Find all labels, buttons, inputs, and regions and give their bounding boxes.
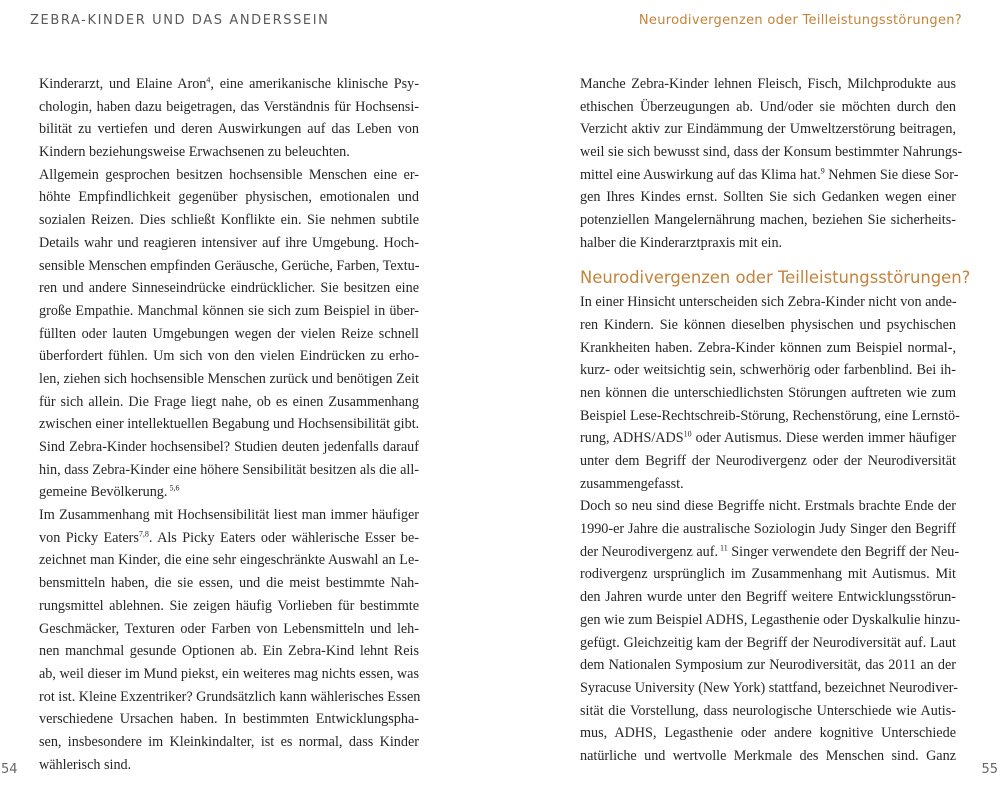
line-text: mittel eine Auswirkung auf das Klima hat. [580,166,821,183]
line-text: Verzicht aktiv zur Eindämmung der Umweltzerstörung beitragen, [580,121,956,138]
line-text: ab, weil dieser im Mund piekst, ein weiteres mag nichts essen, was [39,665,419,682]
line-text: bensmitteln haben, die sie essen, und die meist bestimmte Nah- [39,575,419,592]
line-text: rung, ADHS/ADS [580,430,684,447]
text-line [580,141,963,164]
footnote-marker: 11 [718,543,728,553]
line-text: große Empathie. Manchmal können sie sich zum Beispiel in über- [39,302,419,319]
footnote-marker: 5,6 [167,483,180,493]
line-text: Krankheiten haben. Zebra-Kinder können zum Beispiel normal-, [580,339,956,356]
line-text: füllten oder lauten Umgebungen wegen der vielen Reize schnell [39,325,419,342]
line-text: Manche Zebra-Kinder lehnen Fleisch, Fisch, Milchprodukte aus [580,76,956,92]
text-line [39,663,419,686]
section-heading: Neurodivergenzen oder Teilleistungsstörungen? [580,267,971,287]
text-line [39,708,419,731]
text-line [39,300,419,323]
line-text: den Jahren wurde unter den Begriff weitere Entwicklungsstörun- [580,589,956,606]
text-line [580,473,956,496]
text-line [580,164,959,187]
text-line [580,563,956,586]
text-line [580,427,956,450]
line-text: verschiedene Ursachen haben. In bestimmten Entwicklungspha- [39,711,419,728]
text-line [580,118,956,141]
text-line [39,527,419,550]
text-line [39,686,419,709]
line-text: Beispiel Lese-Rechtschreib-Störung, Rechenstörung, eine Lernstö- [580,407,960,424]
line-text: halber die Kinderarztpraxis mit ein. [580,234,783,251]
line-text: potenziellen Mangelernährung machen, beziehen Sie sicherheits- [580,212,956,229]
line-text-continued: , eine amerikanische klinische Psy- [210,76,419,92]
text-line [580,722,956,745]
text-line [39,595,419,618]
footnote-marker: 9 [820,166,825,176]
line-text: höhte Empfindlichkeit gegenüber physischen, emotionalen und [39,189,419,206]
running-head-right: Neurodivergenzen oder Teilleistungsstörungen? [638,13,962,28]
line-text: gefügt. Gleichzeitig kam der Begriff der Neurodiversität auf. Laut [580,634,956,651]
line-text: nen können die unterschiedlichsten Störungen auftreten wie zum [580,384,956,401]
line-text: weil sie sich bewusst sind, dass der Konsum bestimmter Nahrungs- [580,144,963,161]
right-page [500,0,1000,800]
text-line [39,754,419,777]
text-line [580,314,956,337]
text-line [580,518,956,541]
text-line [580,677,956,700]
text-line [39,572,419,595]
line-text: unter dem Begriff der Neurodivergenz oder der Neurodiversität [580,453,956,469]
text-line [580,96,956,119]
text-line [580,359,956,382]
line-text: gemeine Bevölkerung. [39,484,168,501]
text-line [39,618,419,641]
text-line [580,609,961,632]
line-text: Im Zusammenhang mit Hochsensibilität liest man immer häufiger [39,507,419,524]
line-text: gen Ihres Kindes ernst. Sollten Sie sich Gedanken wegen einer [580,189,956,206]
text-line [580,450,956,473]
text-line [39,413,419,436]
text-line [39,141,419,164]
line-text-continued: Singer verwendete den Begriff der Neu- [727,543,960,560]
line-text: zusammengefasst. [580,475,684,492]
line-text: wählerisch sind. [39,756,132,773]
line-text: von Picky Eaters [39,529,139,546]
right-body-text [580,73,971,768]
text-line [580,405,960,428]
line-text-continued: Nehmen Sie diese Sor- [824,166,959,183]
line-text: In einer Hinsicht unterscheiden sich Zebra-Kinder nicht von ande- [580,294,957,311]
text-line [580,209,956,232]
line-text: sensible Menschen empfinden Geräusche, Gerüche, Farben, Textu- [39,257,420,274]
text-line [39,368,419,391]
text-line [580,632,956,655]
text-line [580,337,956,360]
text-line [39,232,419,255]
text-line [580,495,956,518]
line-text: natürliche und wertvolle Merkmale des Menschen sind. Ganz [580,747,956,764]
line-text: zeichnet man Kinder, die eine sehr eingeschränkte Auswahl an Le- [39,552,419,569]
line-text: Details wahr und reagieren intensiver auf ihre Umgebung. Hoch- [39,234,419,251]
text-line [580,232,956,255]
line-text: sität die Vorstellung, dass neurologische Unterschiede wie Autis- [580,702,956,719]
text-line [39,504,419,527]
line-text: sen, insbesondere im Kleinkindalter, ist es normal, dass Kinder [39,733,419,750]
text-line [580,541,960,564]
text-line [580,186,956,209]
running-head-left: ZEBRA-KINDER UND DAS ANDERSSEIN [30,13,330,28]
line-text: gen wie zum Beispiel ADHS, Legasthenie oder Dyskalkulie hinzu- [580,611,961,628]
text-line [580,700,956,723]
text-line [39,323,419,346]
footnote-marker: 10 [683,429,692,439]
text-line [39,436,419,459]
line-text: ethischen Überzeugungen ab. Und/oder sie möchten durch den [580,98,956,115]
line-text: sozialen Reizen. Dies schließt Konflikte ein. Sie nehmen subtile [39,212,419,229]
line-text: Doch so neu sind diese Begriffe nicht. Erstmals brachte Ende der [580,498,956,515]
text-line [39,345,419,368]
line-text: Syracuse University (New York) stattfand, bezeichnet Neurodiver- [580,679,958,696]
text-line [39,549,419,572]
line-text: len, ziehen sich hochsensible Menschen zurück und benötigen Zeit [39,370,419,387]
text-line [580,73,956,96]
text-line [39,640,419,663]
text-line [39,96,419,119]
line-text: zwischen einer intellektuellen Begabung und Hochsensibilität gibt. [39,416,420,433]
line-text: rodivergenz ursprünglich im Zusammenhang mit Autismus. Mit [580,566,956,583]
line-text: der Neurodivergenz auf. [580,543,719,560]
line-text-continued: oder Autismus. Diese werden immer häufiger [691,430,956,447]
text-line [39,209,419,232]
line-text: Kindern beziehungsweise Erwachsenen zu beleuchten. [39,144,350,161]
line-text: Allgemein gesprochen besitzen hochsensible Menschen eine er- [39,166,419,183]
line-text: rungsmittel ablehnen. Sie zeigen häufig Vorlieben für bestimmte [39,597,419,614]
text-line [39,277,419,300]
text-line [580,654,956,677]
page-number-left: 54 [1,762,18,777]
text-line [580,382,956,405]
text-line [39,186,419,209]
text-line [39,391,419,414]
text-line [39,481,419,504]
line-text: nen manchmal gesunde Optionen ab. Ein Zebra-Kind lehnt Reis [39,643,419,660]
text-line [39,459,419,482]
footnote-marker: 7,8 [138,529,149,539]
line-text: ren Kindern. Sie können dieselben physischen und psychischen [580,316,956,333]
line-text: 1990-er Jahre die australische Soziologin Judy Singer den Begriff [580,521,956,538]
text-line [39,73,419,96]
footnote-marker: 4 [206,75,211,85]
line-text: überfordert fühlen. Um sich von den vielen Eindrücken zu erho- [39,348,419,365]
line-text: Geschmäcker, Texturen oder Farben von Lebensmitteln und leh- [39,620,419,637]
text-line [580,745,956,768]
line-text: Kinderarzt, und Elaine Aron [39,76,207,92]
line-text: mus, ADHS, Legasthenie oder andere kognitive Unterschiede [580,725,956,742]
line-text: für sich allein. Die Frage liegt nahe, ob es einen Zusammenhang [39,393,419,410]
line-text: kurz- oder weitsichtig sein, schwerhörig oder farbenblind. Bei ih- [580,362,956,379]
text-line [39,255,419,278]
line-text: bilität zu vertiefen und deren Auswirkungen auf das Leben von [39,121,419,138]
line-text: dem Nationalen Symposium zur Neurodiversität, das 2011 an der [580,657,956,674]
text-line [39,118,419,141]
line-text: chologin, haben dazu beigetragen, das Verständnis für Hochsensi- [39,98,419,115]
text-line [39,731,419,754]
line-text: rot ist. Kleine Exzentriker? Grundsätzlich kann wählerisches Essen [39,688,421,705]
line-text: ren und andere Sinneseindrücke eindrücklicher. Sie besitzen eine [39,280,419,297]
text-line [580,291,956,314]
left-body-text [39,73,419,776]
line-text: hin, dass Zebra-Kinder eine höhere Sensibilität besitzen als die all- [39,461,419,478]
page-number-right: 55 [981,762,998,777]
line-text-continued: . Als Picky Eaters oder wählerische Esser be- [148,529,420,546]
text-line [580,586,956,609]
text-line [39,164,419,187]
line-text: Sind Zebra-Kinder hochsensibel? Studien deuten jedenfalls darauf [39,439,419,455]
